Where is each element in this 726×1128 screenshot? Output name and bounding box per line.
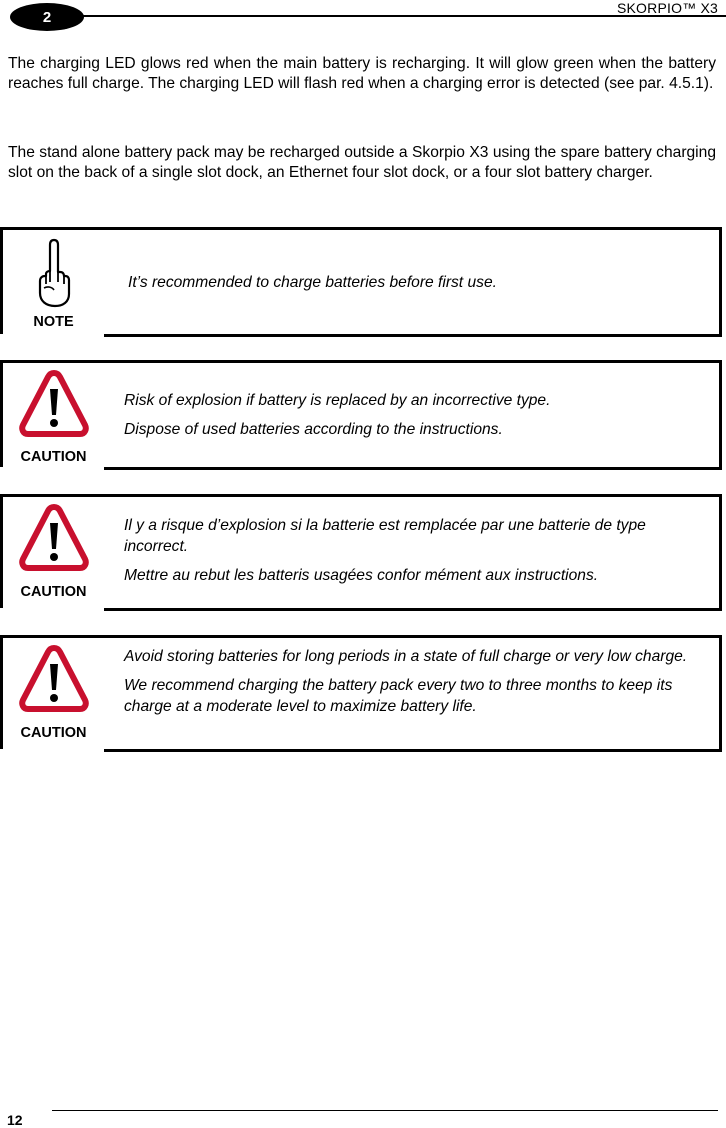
pointing-hand-icon [34, 236, 74, 308]
note-label: NOTE [33, 314, 74, 330]
caution-icon-cell [0, 363, 104, 470]
caution-label: CAUTION [20, 449, 87, 465]
note-text [128, 272, 701, 301]
caution-text [124, 390, 701, 448]
note-icon-cell [0, 230, 104, 337]
caution-text [124, 515, 701, 594]
caution-icon-cell [0, 638, 104, 752]
header-title: SKORPIO™ X3 [616, 0, 718, 16]
caution-box [0, 360, 722, 470]
caution-icon-cell [0, 497, 104, 611]
note-box [0, 227, 722, 337]
footer-rule [52, 1110, 718, 1111]
caution-text [124, 646, 701, 725]
body-paragraph: The stand alone battery pack may be recharged outside a Skorpio X3 using the spare battery charging slot on the back of a single slot dock, an Ethernet four slot dock, or a four slot battery charger. [8, 144, 716, 181]
caution-box [0, 494, 722, 611]
warning-icon [19, 503, 89, 573]
page-number: 12 [7, 1112, 23, 1128]
caution-line: Dispose of used batteries according to the instructions. [124, 421, 503, 438]
caution-line: We recommend charging the battery pack every two to three months to keep its charge at a moderate level to maximize battery life. [124, 677, 673, 715]
caution-line: Mettre au rebut les batteris usagées confor mément aux instructions. [124, 567, 599, 584]
warning-icon [19, 369, 89, 439]
chapter-number: 2 [42, 8, 52, 26]
caution-line: Avoid storing batteries for long periods in a state of full charge or very low charge. [124, 648, 688, 665]
body-paragraph: The charging LED glows red when the main battery is recharging. It will glow green when the battery reaches full charge. The charging LED will flash red when a charging error is detected (see par. 4.5.1). [8, 55, 716, 92]
caution-label: CAUTION [20, 584, 87, 600]
caution-line: Risk of explosion if battery is replaced by an incorrective type. [124, 392, 551, 409]
caution-box [0, 635, 722, 752]
caution-line: Il y a risque d’explosion si la batterie est remplacée par une batterie de type incorrect. [124, 517, 646, 555]
caution-label: CAUTION [20, 725, 87, 741]
chapter-badge [10, 3, 84, 31]
warning-icon [19, 644, 89, 714]
note-line: It’s recommended to charge batteries before first use. [128, 274, 497, 291]
